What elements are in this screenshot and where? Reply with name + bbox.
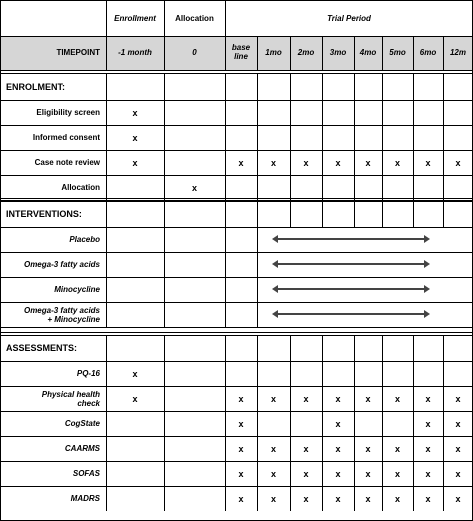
grid-line [257,100,258,125]
grid-line [322,100,323,125]
header-line [0,73,473,74]
intervention-period-arrow [274,238,429,240]
timepoint-label: 6mo [419,48,437,57]
grid-line [164,150,165,175]
schedule-mark: x [455,469,461,479]
header-enrollment: Enrollment [114,14,156,23]
schedule-mark: x [425,494,431,504]
grid-line [225,252,226,277]
grid-line [225,74,226,100]
grid-line [290,201,291,227]
grid-line [382,335,383,361]
schedule-mark: x [365,394,371,404]
grid-line [257,74,258,100]
grid-line [382,74,383,100]
schedule-mark: x [455,158,461,168]
grid-line [164,302,165,327]
grid-line [382,125,383,150]
grid-line [164,335,165,361]
row-line [0,125,473,126]
schedule-mark: x [365,494,371,504]
arrow-head-right [424,235,430,243]
row-label: SOFAS [72,469,100,478]
schedule-mark: x [132,133,138,143]
grid-line [382,175,383,200]
schedule-mark: x [394,158,400,168]
grid-line [164,125,165,150]
section-line [0,201,473,202]
schedule-mark: x [303,158,309,168]
section-title: ENROLMENT: [6,82,65,92]
row-label: Physical health check [41,389,100,408]
row-label: PQ-16 [76,369,100,378]
row-line [0,150,473,151]
grid-line [164,436,165,461]
grid-line [225,227,226,252]
grid-line [322,74,323,100]
row-line [0,411,473,412]
section-line [0,198,473,199]
grid-line [225,335,226,361]
grid-line [106,277,107,302]
grid-line [354,361,355,386]
timepoint-label: 2mo [297,48,315,57]
arrow-head-left [272,235,278,243]
grid-line [290,74,291,100]
header-timepoint: TIMEPOINT [56,48,100,57]
intervention-period-arrow [274,313,429,315]
timepoint-label: base line [231,43,251,61]
row-line [0,436,473,437]
arrow-head-left [272,260,278,268]
grid-line [413,335,414,361]
header-allocation: Allocation [175,14,214,23]
grid-line [354,201,355,227]
grid-line [164,277,165,302]
grid-line [164,100,165,125]
grid-line [290,361,291,386]
row-line [0,302,473,303]
row-line [0,175,473,176]
grid-line [354,335,355,361]
schedule-mark: x [238,158,244,168]
schedule-mark: x [365,158,371,168]
row-line [0,361,473,362]
row-line [0,486,473,487]
grid-line [443,201,444,227]
timepoint-label: 1mo [265,48,282,57]
schedule-mark: x [303,494,309,504]
grid-line [106,227,107,252]
schedule-mark: x [303,444,309,454]
grid-line [257,201,258,227]
grid-line [164,361,165,386]
grid-line [106,302,107,327]
schedule-mark: x [335,158,341,168]
grid-line [257,277,258,302]
grid-line [354,125,355,150]
timepoint-label: 5mo [389,48,406,57]
schedule-mark: x [335,394,341,404]
row-label: Omega-3 fatty acids [23,260,100,269]
row-line [0,386,473,387]
grid-line [290,411,291,436]
header-line [0,36,473,37]
grid-line [106,74,107,100]
grid-line [106,335,107,361]
row-line [0,327,473,328]
schedule-mark: x [270,158,276,168]
schedule-mark: x [335,419,341,429]
section-line [0,335,473,336]
row-label: CogState [64,419,100,428]
schedule-mark: x [394,494,400,504]
grid-line [382,201,383,227]
row-label: MADRS [70,494,100,503]
grid-line [164,386,165,411]
grid-line [225,302,226,327]
schedule-mark: x [335,469,341,479]
schedule-mark: x [425,469,431,479]
grid-line [290,100,291,125]
schedule-mark: x [270,494,276,504]
row-line [0,252,473,253]
arrow-head-left [272,310,278,318]
row-line [0,227,473,228]
grid-line [106,175,107,200]
grid-line [322,125,323,150]
grid-line [354,411,355,436]
row-label: Eligibility screen [36,108,100,117]
grid-line [225,361,226,386]
schedule-mark: x [132,394,138,404]
grid-line [382,100,383,125]
schedule-mark: x [455,394,461,404]
schedule-mark: x [238,394,244,404]
timepoint-label: 0 [192,48,197,57]
schedule-mark: x [425,444,431,454]
grid-line [382,361,383,386]
row-label: Allocation [61,183,100,192]
section-title: INTERVENTIONS: [6,209,82,219]
arrow-head-right [424,285,430,293]
grid-line [225,100,226,125]
schedule-mark: x [365,444,371,454]
grid-line [443,361,444,386]
grid-line [322,335,323,361]
header-trial-period: Trial Period [327,14,371,23]
intervention-period-arrow [274,288,429,290]
row-line [0,277,473,278]
arrow-head-left [272,285,278,293]
header-line [0,70,473,71]
grid-line [443,335,444,361]
row-label: CAARMS [64,444,100,453]
grid-line [382,411,383,436]
schedule-mark: x [270,394,276,404]
schedule-mark: x [270,444,276,454]
grid-line [164,461,165,486]
schedule-mark: x [394,469,400,479]
schedule-mark: x [303,394,309,404]
grid-line [443,74,444,100]
arrow-head-right [424,310,430,318]
grid-line [106,411,107,436]
timepoint-label: -1 month [118,48,152,57]
schedule-mark: x [191,183,197,193]
schedule-mark: x [335,494,341,504]
schedule-mark: x [365,469,371,479]
section-line [0,332,473,333]
grid-line [257,175,258,200]
row-line [0,461,473,462]
grid-line [257,335,258,361]
grid-line [413,100,414,125]
schedule-mark: x [455,419,461,429]
grid-line [257,411,258,436]
grid-line [322,201,323,227]
schedule-mark: x [238,419,244,429]
schedule-mark: x [394,444,400,454]
grid-line [354,74,355,100]
grid-line [164,486,165,511]
schedule-mark: x [132,158,138,168]
grid-line [290,175,291,200]
schedule-mark: x [238,444,244,454]
arrow-head-right [424,260,430,268]
header-divider [164,0,165,70]
row-label: Placebo [69,235,100,244]
grid-line [106,486,107,511]
section-title: ASSESSMENTS: [6,343,78,353]
grid-line [106,201,107,227]
grid-line [164,411,165,436]
intervention-period-arrow [274,263,429,265]
grid-line [106,461,107,486]
grid-line [322,175,323,200]
grid-line [106,252,107,277]
grid-line [290,335,291,361]
grid-line [257,302,258,327]
grid-line [354,175,355,200]
timepoint-label: 12m [449,48,466,57]
schedule-mark: x [335,444,341,454]
grid-line [443,175,444,200]
schedule-mark: x [238,494,244,504]
schedule-mark: x [425,419,431,429]
schedule-mark: x [425,158,431,168]
grid-line [354,100,355,125]
grid-line [413,74,414,100]
timepoint-label: 4mo [359,48,377,57]
grid-line [413,201,414,227]
row-line [0,100,473,101]
row-label: Case note review [34,158,100,167]
grid-line [257,227,258,252]
grid-line [290,125,291,150]
grid-line [164,227,165,252]
grid-line [413,175,414,200]
grid-line [164,201,165,227]
row-label: Informed consent [32,133,100,142]
grid-line [257,252,258,277]
grid-line [225,277,226,302]
grid-line [413,361,414,386]
row-label: Omega-3 fatty acids + Minocycline [23,305,100,324]
grid-line [225,201,226,227]
schedule-mark: x [394,394,400,404]
schedule-mark: x [270,469,276,479]
grid-line [443,125,444,150]
grid-line [164,74,165,100]
grid-line [413,125,414,150]
header-divider [106,0,107,70]
outer-border-top [0,0,473,1]
grid-line [322,361,323,386]
schedule-mark: x [303,469,309,479]
schedule-mark: x [238,469,244,479]
grid-line [225,125,226,150]
grid-line [225,175,226,200]
grid-line [257,361,258,386]
grid-line [257,125,258,150]
schedule-mark: x [425,394,431,404]
grid-line [443,100,444,125]
schedule-mark: x [455,494,461,504]
schedule-mark: x [132,369,138,379]
schedule-mark: x [132,108,138,118]
row-label: Minocycline [54,285,100,294]
schedule-mark: x [455,444,461,454]
timepoint-label: 3mo [329,48,347,57]
grid-line [106,436,107,461]
grid-line [164,252,165,277]
